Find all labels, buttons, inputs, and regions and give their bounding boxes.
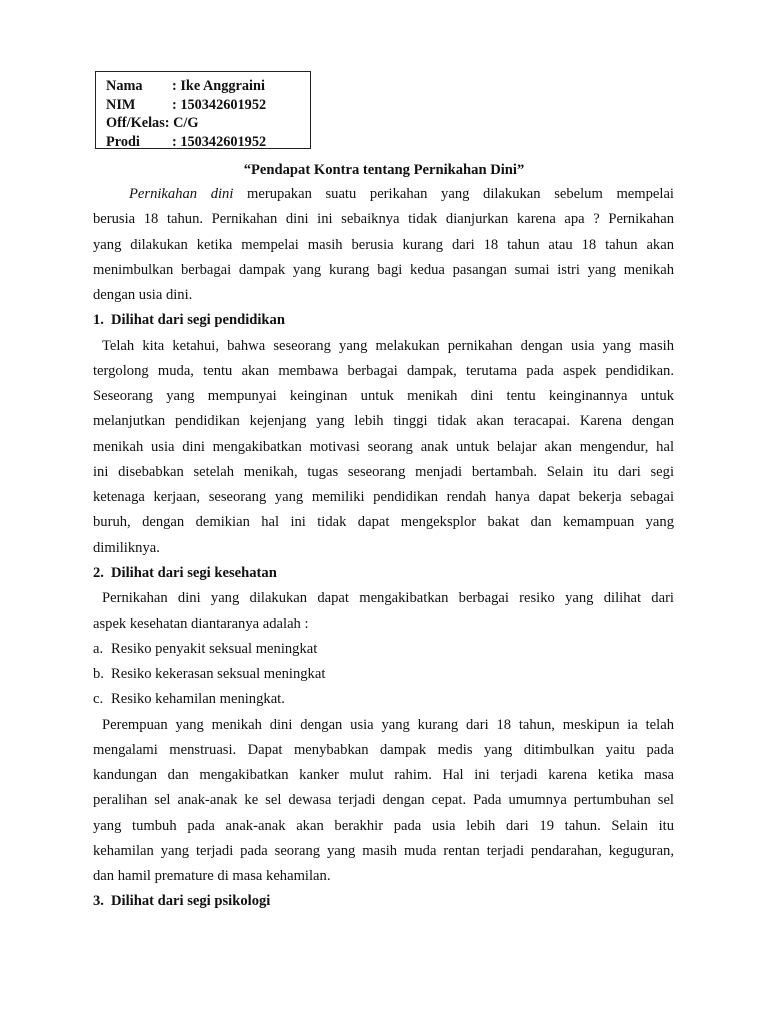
identity-label: Off/Kelas: [106,115,170,131]
paragraph-line: melanjutkan pendidikan kejenjang yang lebih tinggi tidak akan teracapai. Karena dengan [93,413,674,430]
list-item: c. Resiko kehamilan meningkat. [93,687,674,712]
section-heading-2 [93,561,674,586]
list-item: b. Resiko kekerasan seksual meningkat [93,662,674,687]
paragraph-line: aspek kesehatan diantaranya adalah : [93,615,309,632]
paragraph-line: Perempuan yang menikah dini dengan usia yang kurang dari 18 tahun, meskipun ia telah [102,716,674,733]
section-number: 3. [93,893,104,910]
paragraph-line: Telah kita ketahui, bahwa seseorang yang melakukan pernikahan dengan usia yang masih [102,337,674,354]
essay-title: “Pendapat Kontra tentang Pernikahan Dini” [243,162,525,178]
section-heading-text: Dilihat dari segi kesehatan [111,564,277,581]
paragraph-line: menikah usia dini mengakibatkan motivasi seorang anak untuk belajar akan mengendur, hal [93,438,674,455]
identity-row-nim [106,96,310,115]
paragraph-line: Pernikahan dini yang dilakukan dapat mengakibatkan berbagai resiko yang dilihat dari [102,590,674,607]
section-number: 1. [93,312,104,329]
paragraph-line: ketenaga kerjaan, seseorang yang memiliki pendidikan rendah hanya dapat bekerja sebagai [93,489,674,506]
paragraph-line: berusia 18 tahun. Pernikahan dini ini sebaiknya tidak dianjurkan karena apa ? Pernikahan [93,211,674,228]
paragraph-line: Seseorang yang mempunyai keinginan untuk menikah dini tentu keinginannya untuk [93,388,674,405]
paragraph-line: kandungan dan mengakibatkan kanker mulut rahim. Hal ini terjadi karena ketika masa [93,767,674,784]
paragraph-line: yang tumbuh pada anak-anak akan berakhir pada usia lebih dari 19 tahun. Selain itu [93,817,674,834]
paragraph-line: dengan usia dini. [93,287,193,304]
list-marker: b. [93,666,104,683]
section-heading-text: Dilihat dari segi psikologi [111,893,271,910]
paragraph-line: dimiliknya. [93,539,160,556]
student-identity-box [95,71,311,149]
essay-body [93,182,674,915]
section-heading-3 [93,889,674,914]
identity-row-prodi [106,133,310,152]
paragraph-line: peralihan sel anak-anak ke sel dewasa terjadi dengan cepat. Pada umumnya pertumbuhan sel [93,792,674,809]
identity-value: : 150342601952 [172,133,267,150]
identity-label: Nama [106,78,143,94]
paragraph-line: buruh, dengan demikian hal ini tidak dapat mengeksplor bakat dan kemampuan yang [93,514,674,531]
list-marker: c. [93,691,104,708]
identity-value: : Ike Anggraini [172,78,265,94]
identity-label: NIM [106,96,136,113]
paragraph-line: kehamilan yang terjadi pada seorang yang masih muda rentan terjadi pendarahan, keguguran, [93,842,674,859]
paragraph-line: dan hamil premature di masa kehamilan. [93,868,331,885]
paragraph-line: mengalami menstruasi. Dapat menybabkan dampak medis yang ditimbulkan yaitu pada [93,741,674,758]
identity-label: Prodi [106,133,140,150]
section-number: 2. [93,564,104,581]
paragraph-line: Pernikahan dini merupakan suatu perikahan yang dilakukan sebelum mempelai [129,186,674,202]
intro-term: Pernikahan dini [129,186,234,202]
identity-value: : 150342601952 [172,96,267,113]
paragraph-line: menimbulkan berbagai dampak yang kurang bagi kedua pasangan sumai istri yang menikah [93,261,674,278]
identity-row-class [106,114,310,133]
identity-row-name [106,77,310,96]
paragraph-line: ini disebabkan setelah menikah, tugas seseorang menjadi bertambah. Selain itu dari segi [93,463,674,480]
paragraph-line: tergolong muda, tentu akan membawa berbagai dampak, terutama pada aspek pendidikan. [93,362,674,379]
paragraph-line: yang dilakukan ketika mempelai masih berusia kurang dari 18 tahun atau 18 tahun akan [93,236,674,253]
identity-value: C/G [173,115,199,131]
list-item: a. Resiko penyakit seksual meningkat [93,637,674,662]
section-heading-1 [93,308,674,333]
list-marker: a. [93,640,104,657]
section-heading-text: Dilihat dari segi pendidikan [111,312,285,329]
